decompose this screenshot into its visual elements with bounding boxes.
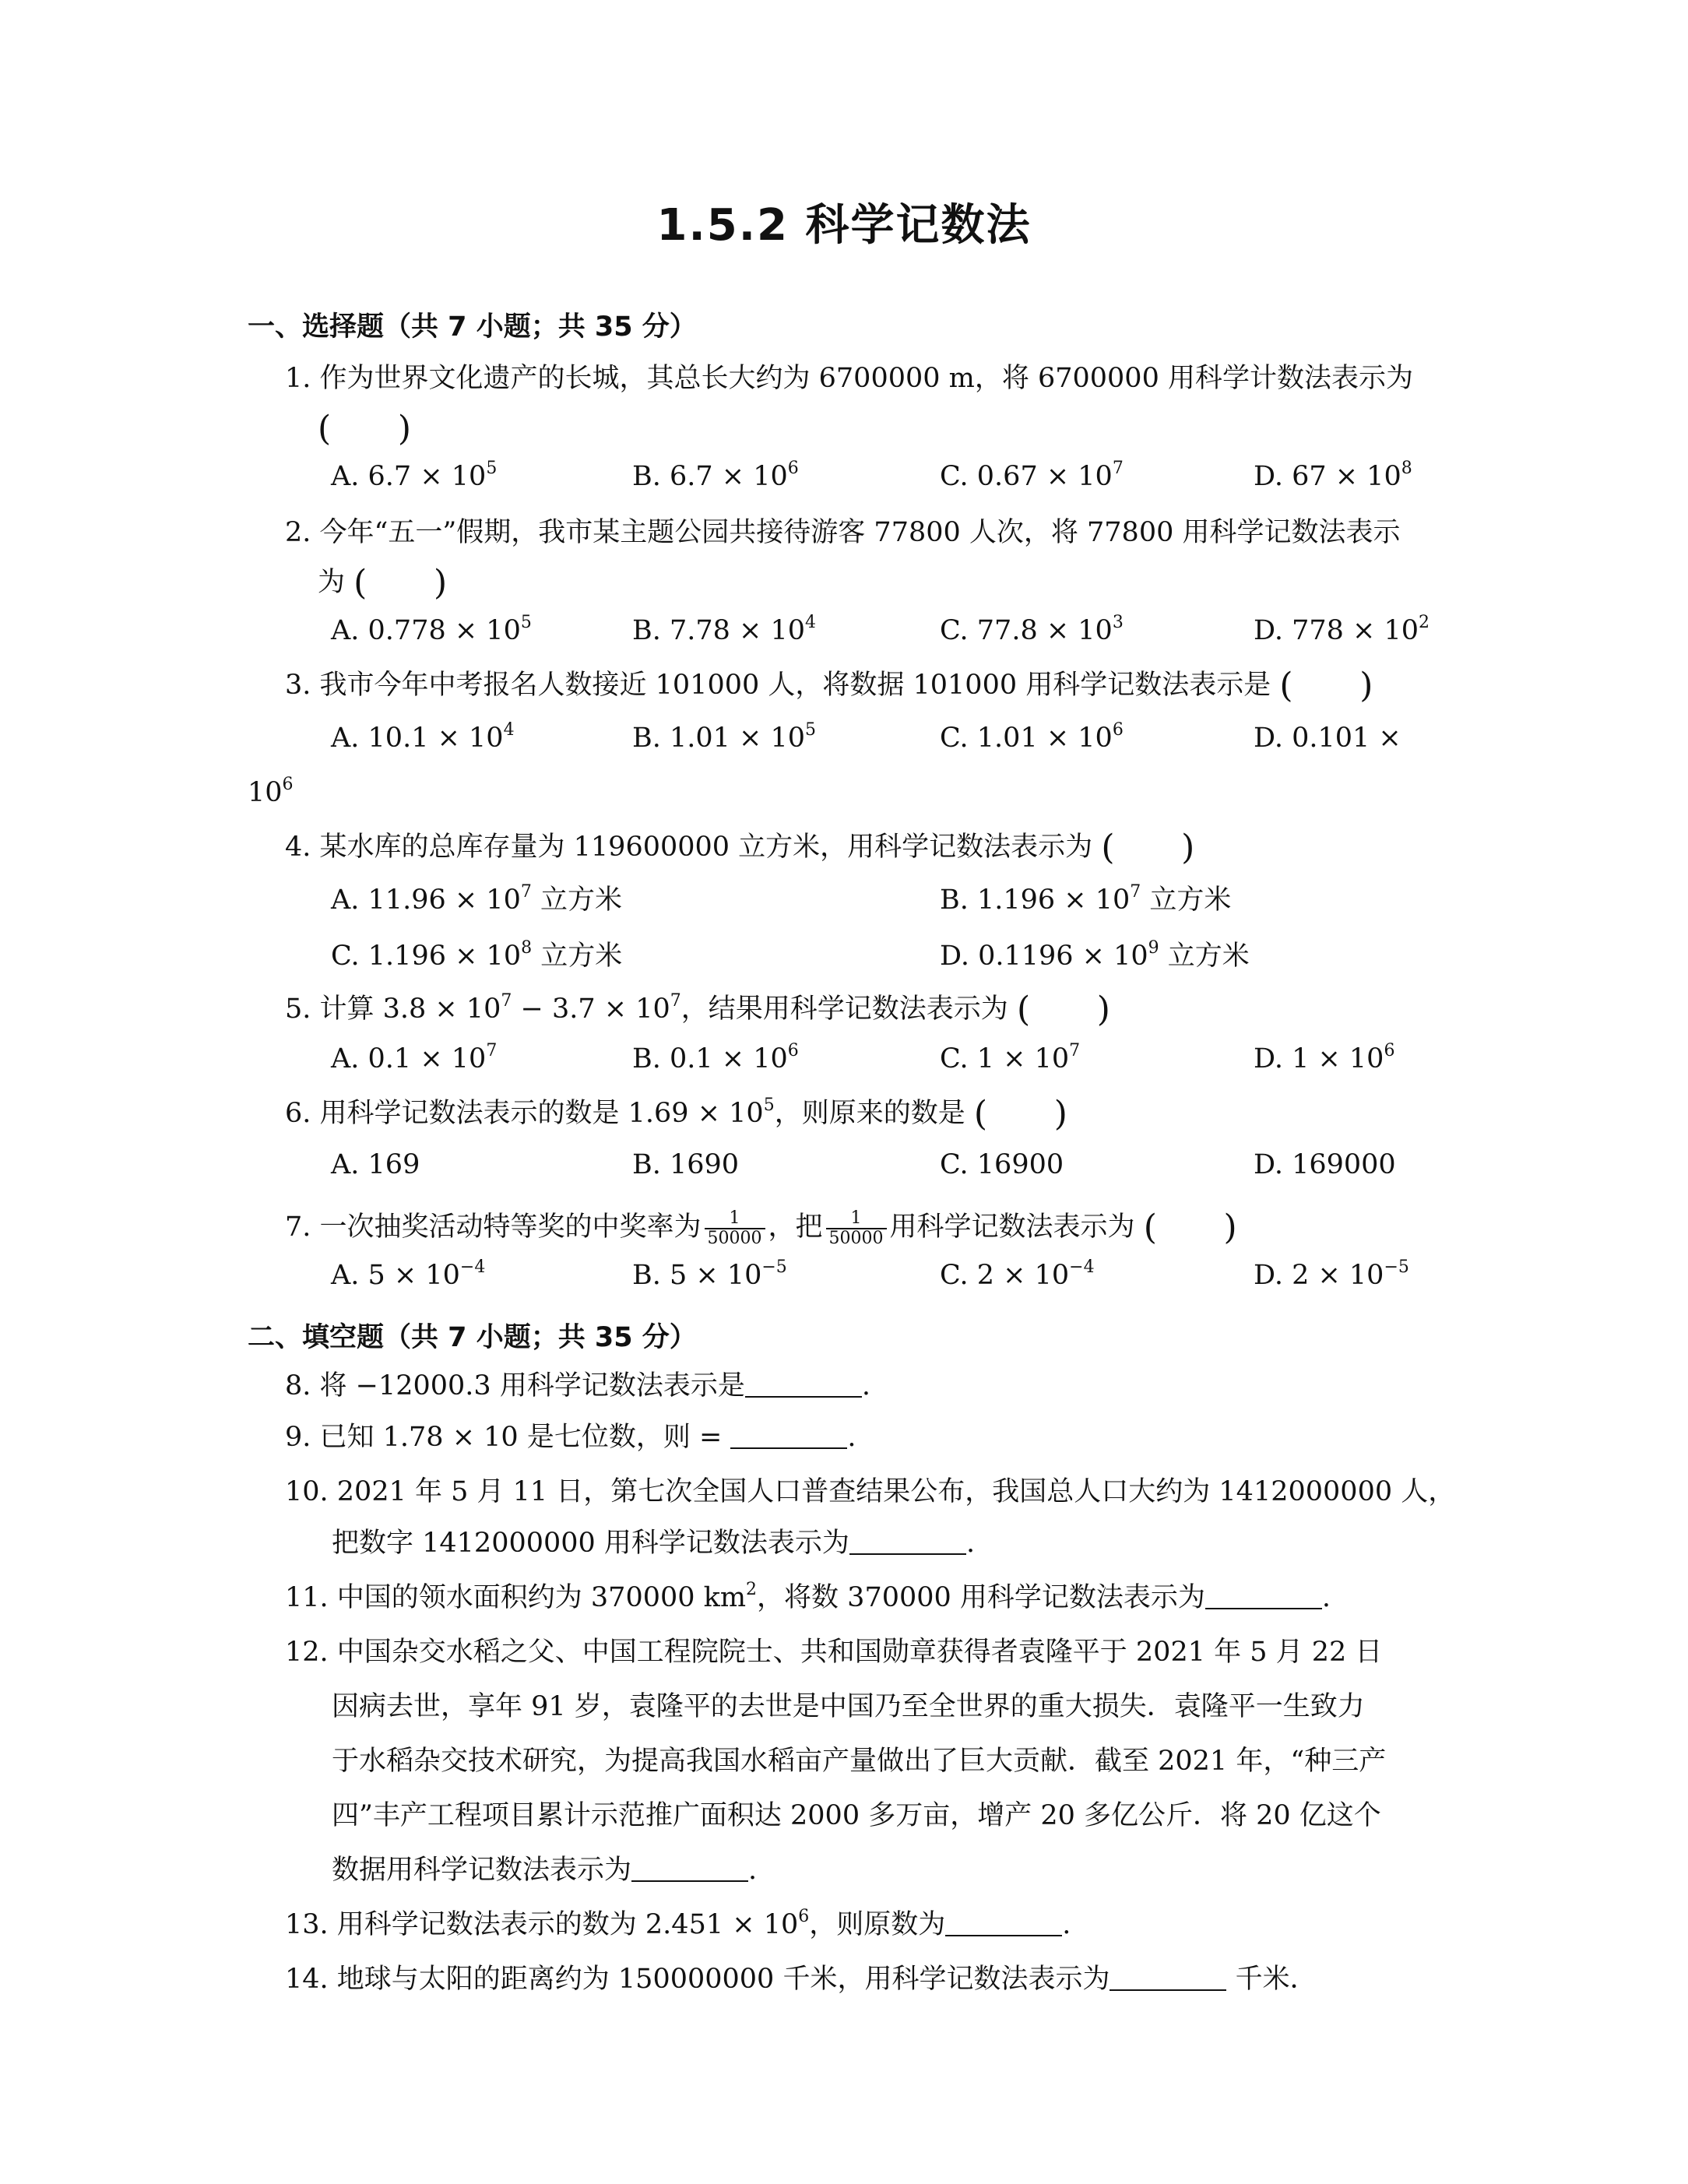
question-2-option-b[interactable]: B. $7.78 \times 10^4$ [632,613,817,646]
question-3-option-d[interactable]: D. 0.101 × [1254,723,1401,754]
question-11: 11. 中国的领水面积约为 370000 $km^2$，将数 370000 用科学记数法表示为 . [285,1580,1331,1613]
question-12-line-5: 数据用科学记数法表示为 . [332,1855,758,1886]
question-14: 14. 地球与太阳的距离约为 150000000 千米，用科学记数法表示为 千米． [285,1964,1317,1995]
question-4-option-b[interactable]: B. $1.196 \times 10^7$ 立方米 [940,882,1232,916]
page-title: 1.5.2 科学记数法 [656,200,1032,251]
question-6-option-b[interactable]: B. 1690 [632,1149,740,1180]
question-4-stem: 4. 某水库的总库存量为 119600000 立方米，用科学记数法表示为 ( ) [285,828,1195,867]
question-7-option-c[interactable]: C. $2 \times 10^{-4}$ [940,1257,1095,1291]
question-3-option-c[interactable]: C. $1.01 \times 10^6$ [940,720,1124,754]
question-3-option-a[interactable]: A. $10.1 \times 10^4$ [331,720,515,754]
question-5-option-a[interactable]: A. $0.1 \times 10^7$ [331,1041,498,1074]
question-3-option-b[interactable]: B. $1.01 \times 10^5$ [632,720,817,754]
question-7-option-a[interactable]: A. $5 \times 10^{-4}$ [331,1257,486,1291]
question-13: 13. 用科学记数法表示的数为 $2.451 \times 10^6$，则原数为 . [285,1907,1071,1940]
question-1-option-b[interactable]: B. $6.7 \times 10^6$ [632,459,799,492]
answer-blank[interactable] [745,1373,862,1398]
question-1-option-d[interactable]: D. $67 \times 10^8$ [1254,459,1412,492]
fraction: $\frac{1}{50000}$ [826,1209,887,1248]
question-4-option-d[interactable]: D. $0.1196 \times 10^9$ 立方米 [940,938,1250,972]
answer-blank[interactable] [1205,1584,1322,1609]
question-6-option-c[interactable]: C. 16900 [940,1149,1064,1180]
answer-blank[interactable] [631,1857,748,1882]
question-5-option-b[interactable]: B. $0.1 \times 10^6$ [632,1041,799,1074]
question-7-stem: 7. 一次抽奖活动特等奖的中奖率为 $\frac{1}{50000}$ ，把 $\frac{1}{50000}$ 用科学记数法表示为 ( ) [285,1208,1237,1248]
section-heading-fill: 二、填空题（共 7 小题；共 35 分） [248,1322,697,1353]
question-12-line-3: 于水稻杂交技术研究，为提高我国水稻亩产量做出了巨大贡献．截至 2021 年，“种三产 [332,1746,1387,1777]
question-2-option-d[interactable]: D. $778 \times 10^2$ [1254,613,1430,646]
question-2-stem: 2. 今年“五一”假期，我市某主题公园共接待游客 77800 人次，将 77800 用科学记数法表示 [285,517,1401,548]
section-heading-choice: 一、选择题（共 7 小题；共 35 分） [248,311,697,343]
answer-blank[interactable] [1110,1966,1226,1991]
question-9: 9. 已知 1.78 × 10 是七位数，则 = . [285,1422,856,1453]
question-12-line-4: 四”丰产工程项目累计示范推广面积达 2000 多万亩，增产 20 多亿公斤．将 20 亿这个 [332,1800,1381,1831]
question-8: 8. 将 −12000.3 用科学记数法表示是 . [285,1370,870,1401]
question-6-option-a[interactable]: A. 169 [331,1149,420,1180]
question-7-option-b[interactable]: B. $5 \times 10^{-5}$ [632,1257,787,1291]
question-5-stem: 5. 计算 $3.8 \times 10^7 - 3.7 \times 10^7$，结果用科学记数法表示为 ( ) [285,990,1110,1029]
question-12-line-1: 12. 中国杂交水稻之父、中国工程院院士、共和国勋章获得者袁隆平于 2021 年 5 月 22 日 [285,1637,1383,1668]
question-6-option-d[interactable]: D. 169000 [1254,1149,1396,1180]
question-10-stem: 10. 2021 年 5 月 11 日，第七次全国人口普查结果公布，我国总人口大约为 1412000000 人， [285,1476,1456,1507]
question-6-stem: 6. 用科学记数法表示的数是 $1.69 \times 10^5$，则原来的数是 ( ) [285,1094,1067,1134]
question-10-stem-cont: 把数字 1412000000 用科学记数法表示为 . [332,1528,976,1559]
question-5-option-d[interactable]: D. $1 \times 10^6$ [1254,1041,1395,1074]
question-3-option-d-wrap: $10^6$ [248,775,294,808]
question-3-stem: 3. 我市今年中考报名人数接近 101000 人，将数据 101000 用科学记数法表示是 ( ) [285,666,1373,705]
answer-blank[interactable] [730,1424,847,1449]
fraction: $\frac{1}{50000}$ [705,1209,765,1248]
answer-blank[interactable] [945,1911,1062,1936]
question-2-option-c[interactable]: C. $77.8 \times 10^3$ [940,613,1124,646]
question-1-stem: 1. 作为世界文化遗产的长城，其总长大约为 6700000 m，将 6700000 用科学计数法表示为 [285,363,1413,394]
question-5-option-c[interactable]: C. $1 \times 10^7$ [940,1041,1081,1074]
question-2-stem-cont: 为 ( ) [318,563,448,603]
question-7-option-d[interactable]: D. $2 \times 10^{-5}$ [1254,1257,1409,1291]
answer-blank[interactable] [849,1530,966,1555]
question-4-option-c[interactable]: C. $1.196 \times 10^8$ 立方米 [331,938,623,972]
question-2-option-a[interactable]: A. $0.778 \times 10^5$ [331,613,532,646]
question-1-answer-paren: ( ) [318,409,411,448]
question-1-option-c[interactable]: C. $0.67 \times 10^7$ [940,459,1124,492]
question-12-line-2: 因病去世，享年 91 岁，袁隆平的去世是中国乃至全世界的重大损失．袁隆平一生致力 [332,1691,1365,1722]
question-4-option-a[interactable]: A. $11.96 \times 10^7$ 立方米 [331,882,622,916]
question-1-option-a[interactable]: A. $6.7 \times 10^5$ [331,459,498,492]
